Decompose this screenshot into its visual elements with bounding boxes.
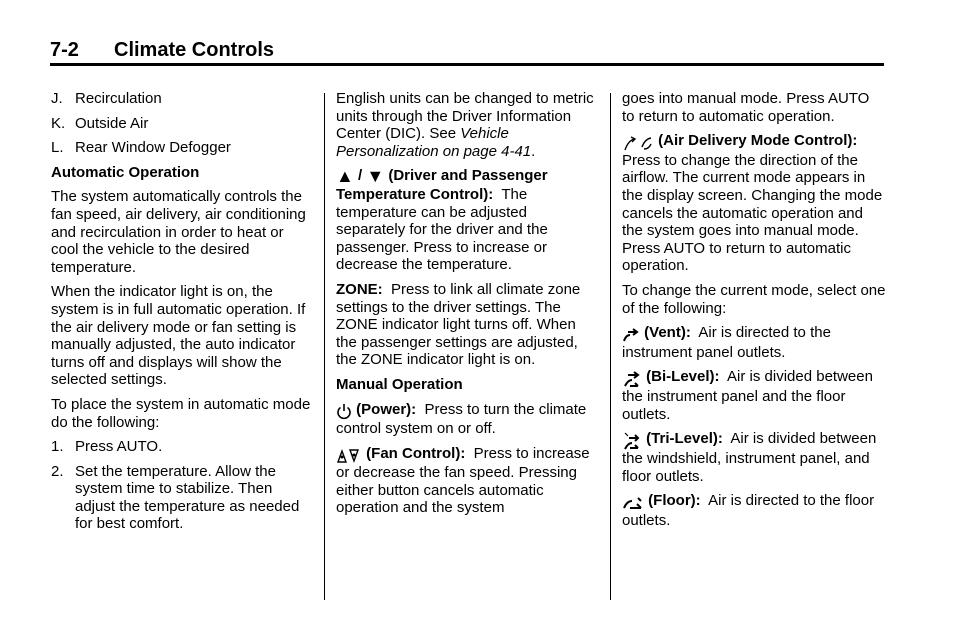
fan-entry: (Fan Control): Press to increase or decrease the fan speed. Pressing either button cancels automatic operation and the system: [336, 444, 590, 517]
power-icon: [336, 403, 352, 421]
term: ZONE:: [336, 280, 383, 298]
list-item: J. Recirculation: [51, 90, 162, 107]
fan-icon: [336, 447, 362, 465]
section-heading: Manual Operation: [336, 375, 463, 393]
step-item: 1. Press AUTO.: [51, 438, 163, 456]
term: (Bi-Level):: [646, 368, 720, 386]
section-heading: Automatic Operation: [51, 163, 200, 181]
term: (Driver and Passenger Temperature Control):: [336, 167, 548, 203]
term: (Tri-Level):: [646, 430, 723, 448]
column-divider: [610, 93, 611, 600]
floor-icon: [622, 494, 644, 512]
triangle-down-icon: ▼: [366, 166, 385, 187]
triangle-up-icon: ▲: [336, 166, 354, 187]
paragraph: To place the system in automatic mode do the following:: [51, 395, 311, 431]
vent-icon: [622, 326, 640, 344]
paragraph: The system automatically controls the fan speed, air delivery, air conditioning and recirculation in order to heat or cool the vehicle to the desired temperature.: [51, 188, 306, 276]
page-header: [50, 38, 884, 62]
section-title: Climate Controls: [114, 39, 275, 61]
bi-level-icon: [622, 370, 642, 388]
air-delivery-entry: (Air Delivery Mode Control): Press to change the direction of the airflow. The current mode appears in the display screen. Changing the mode cancels the automatic operation and the system goes into manual mode. Press AUTO to return to automatic operation.: [622, 132, 883, 275]
term: (Floor):: [648, 492, 701, 510]
page-number: 7-2: [50, 39, 79, 61]
tri-level-entry: (Tri-Level): Air is divided between the windshield, instrument panel, and floor outlets.: [622, 430, 877, 485]
column-2: [336, 90, 598, 524]
step-item: 2. Set the temperature. Allow the system time to stabilize. Then adjust the temperature as needed for best comfort.: [51, 462, 300, 533]
air-delivery-icon: [622, 134, 654, 152]
term: (Power):: [356, 400, 417, 418]
list-item: L. Rear Window Defogger: [51, 139, 231, 157]
temperature-control-entry: ▲ / ▼ (Driver and Passenger Temperature Control): The temperature can be adjusted separately for the driver and the passenger. Press to increase or decrease the temperature.: [336, 166, 548, 274]
floor-entry: (Floor): Air is directed to the floor outlets.: [622, 492, 875, 529]
term: (Fan Control):: [366, 444, 466, 462]
power-entry: (Power): Press to turn the climate control system on or off.: [336, 400, 587, 438]
column-divider: [324, 93, 325, 600]
list-item: K. Outside Air: [51, 114, 149, 132]
paragraph: goes into manual mode. Press AUTO to return to automatic operation.: [622, 90, 870, 125]
header-rule: [50, 63, 884, 66]
tri-level-icon: [622, 432, 642, 450]
vent-entry: (Vent): Air is directed to the instrument panel outlets.: [622, 324, 831, 361]
paragraph: When the indicator light is on, the system is in full automatic operation. If the air delivery mode or fan setting is manually adjusted, the auto indicator turns off and displays will show the selected settings.: [51, 283, 306, 389]
bi-level-entry: (Bi-Level): Air is divided between the instrument panel and the floor outlets.: [622, 368, 873, 423]
zone-entry: ZONE: Press to link all climate zone settings to the driver settings. The ZONE indicator light turns off. When the passenger settings are adjusted, the ZONE indicator light is on.: [336, 280, 581, 369]
term: (Vent):: [644, 324, 691, 342]
column-3: [622, 90, 886, 537]
column-1: [51, 90, 315, 540]
term: (Air Delivery Mode Control):: [658, 132, 858, 150]
cross-reference-link[interactable]: Vehicle Personalization on page 4-41: [336, 125, 532, 160]
paragraph: English units can be changed to metric units through the Driver Information Center (DIC). See Vehicle Personalization on page 4-41.: [336, 90, 594, 160]
paragraph: To change the current mode, select one of the following:: [622, 281, 886, 317]
